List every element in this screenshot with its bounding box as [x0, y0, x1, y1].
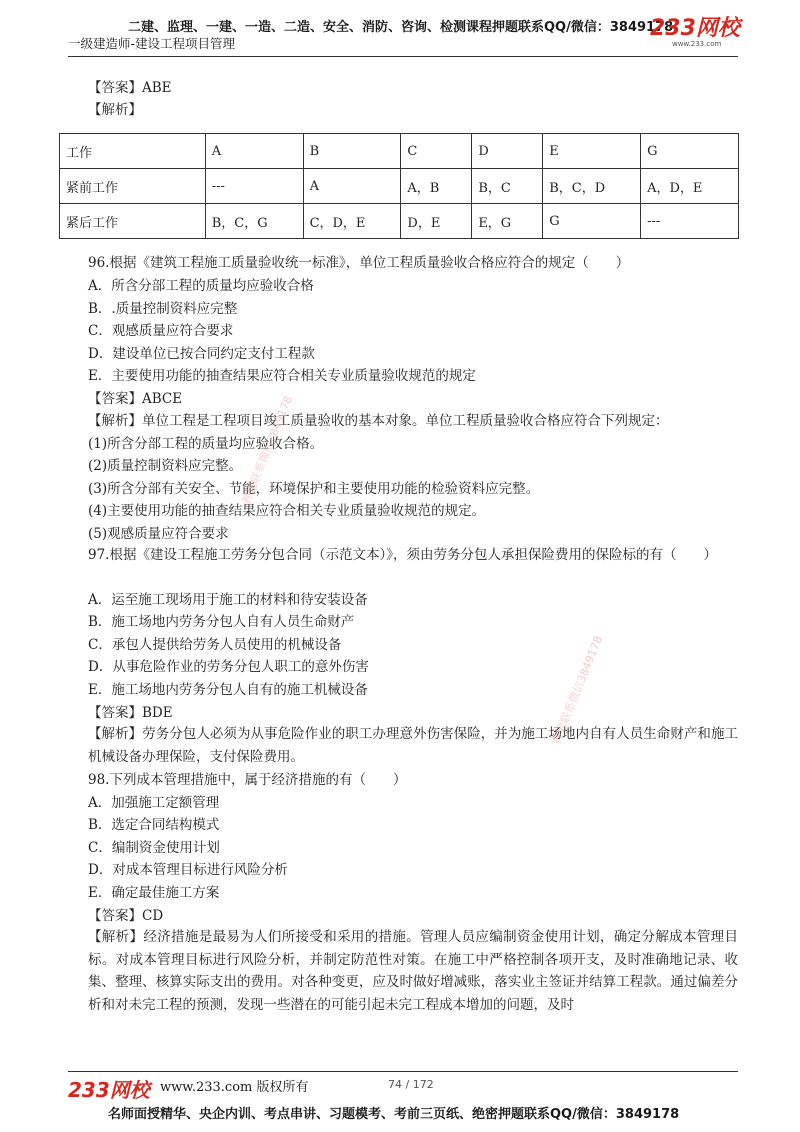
q96-option-e: E．主要使用功能的抽查结果应符合相关专业质量验收规范的规定 [88, 368, 476, 384]
table-cell: E [543, 134, 641, 169]
table-cell: A，D，E [641, 169, 739, 204]
header-course-title: 一级建造师-建设工程项目管理 [68, 36, 236, 51]
footer-divider [68, 1071, 738, 1072]
watermark: 押题联系微信3849178 [549, 634, 605, 746]
q97-option-c: C．承包人提供给劳务人员使用的机械设备 [88, 637, 342, 653]
q95-work-table [59, 133, 739, 239]
table-row [60, 134, 739, 169]
q96-answer: 【答案】ABCE [88, 391, 183, 407]
table-cell: 紧后工作 [60, 204, 206, 239]
table-cell: --- [641, 204, 739, 239]
q96-option-b: B．.质量控制资料应完整 [88, 301, 238, 317]
q95-analysis-label: 【解析】 [88, 102, 142, 118]
q96-point-4: (4)主要使用功能的抽查结果应符合相关专业质量验收规范的规定。 [88, 503, 486, 519]
logo-text: 233网校 [650, 16, 740, 41]
table-row [60, 204, 739, 239]
logo-url: www.233.com [672, 40, 722, 48]
q96-point-5: (5)观感质量应符合要求 [88, 526, 229, 542]
q96-option-c: C．观感质量应符合要求 [88, 323, 234, 339]
table-cell: C [401, 134, 472, 169]
q97-option-d: D．从事危险作业的劳务分包人职工的意外伤害 [88, 659, 369, 675]
table-cell: --- [205, 169, 303, 204]
header-divider [68, 56, 738, 57]
q96-option-a: A．所含分部工程的质量均应验收合格 [88, 278, 314, 294]
q98-option-d: D．对成本管理目标进行风险分析 [88, 862, 288, 878]
brand-logo [650, 18, 760, 54]
q96-stem: 96.根据《建筑工程施工质量验收统一标准》，单位工程质量验收合格应符合的规定（ ） [88, 255, 630, 271]
table-cell: B [303, 134, 401, 169]
footer-copyright: www.233.com 版权所有 [160, 1080, 309, 1095]
q96-analysis: 【解析】单位工程是工程项目竣工质量验收的基本对象。单位工程质量验收合格应符合下列规定： [88, 413, 669, 429]
q96-point-3: (3)所含分部有关安全、节能，环境保护和主要使用功能的检验资料应完整。 [88, 481, 540, 497]
q98-stem: 98.下列成本管理措施中，属于经济措施的有（ ） [88, 772, 407, 788]
q96-option-d: D．建设单位已按合同约定支付工程款 [88, 346, 315, 362]
q97-analysis: 【解析】劳务分包人必须为从事危险作业的职工办理意外伤害保险，并为施工场地内自有人员生命财产和施工机械设备办理保险，支付保险费用。 [88, 726, 738, 765]
table-cell: A [205, 134, 303, 169]
table-cell: A [303, 169, 401, 204]
q95-answer: 【答案】ABE [88, 80, 172, 96]
footer-logo [68, 1074, 150, 1103]
table-cell: A，B [401, 169, 472, 204]
header-contact-line: 二建、监理、一建、一造、二造、安全、消防、咨询、检测课程押题联系QQ/微信：3849178 [128, 20, 674, 35]
footer-slogan: 名师面授精华、央企内训、考点串讲、习题模考、考前三页纸、绝密押题联系QQ/微信：3849178 [108, 1107, 680, 1122]
table-cell: C，D，E [303, 204, 401, 239]
q96-point-2: (2)质量控制资料应完整。 [88, 458, 243, 474]
table-cell: D，E [401, 204, 472, 239]
q98-option-e: E．确定最佳施工方案 [88, 885, 220, 901]
q97-option-a: A．运至施工现场用于施工的材料和待安装设备 [88, 592, 368, 608]
q98-analysis: 【解析】经济措施是最易为人们所接受和采用的措施。管理人员应编制资金使用计划，确定分解成本管理目标。对成本管理目标进行风险分析，并制定防范性对策。在施工中严格控制各项开支，及时准确地记录、收集、整理、核算实际支出的费用。对各种变更，应及时做好增减账，落实业主签证并结算工程款。通过偏差分析和对未完工程的预测，发现一些潜在的可能引起未完工程成本增加的问题，及时 [88, 929, 738, 1013]
table-cell: D [472, 134, 543, 169]
q98-option-a: A．加强施工定额管理 [88, 795, 220, 811]
table-cell: E，G [472, 204, 543, 239]
table-cell: 紧前工作 [60, 169, 206, 204]
table-cell: G [641, 134, 739, 169]
q97-option-e: E．施工场地内劳务分包人自有的施工机械设备 [88, 682, 368, 698]
table-cell: B，C [472, 169, 543, 204]
page-number: 74 / 172 [388, 1078, 434, 1091]
q97-stem: 97.根据《建设工程施工劳务分包合同（示范文本）》，须由劳务分包人承担保险费用的保险标的有（ ） [88, 547, 717, 563]
table-cell: G [543, 204, 641, 239]
table-cell: B，C，D [543, 169, 641, 204]
q97-option-b: B．施工场地内劳务分包人自有人员生命财产 [88, 614, 355, 630]
q98-option-b: B．选定合同结构模式 [88, 817, 220, 833]
table-cell: 工作 [60, 134, 206, 169]
watermark: 押题联系微信3849178 [239, 394, 295, 506]
q98-answer: 【答案】CD [88, 908, 164, 924]
q97-answer: 【答案】BDE [88, 705, 173, 721]
q96-point-1: (1)所含分部工程的质量均应验收合格。 [88, 436, 324, 452]
q98-option-c: C．编制资金使用计划 [88, 840, 220, 856]
table-row [60, 169, 739, 204]
table-cell: B，C，G [205, 204, 303, 239]
footer-logo-text: 233网校 [68, 1078, 150, 1102]
